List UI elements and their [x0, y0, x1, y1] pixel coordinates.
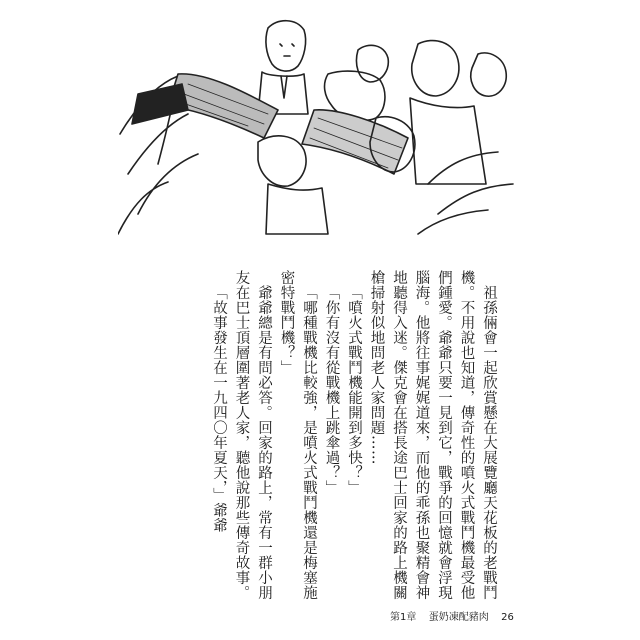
man-head — [266, 21, 306, 71]
foliage-right — [418, 152, 513, 234]
illustration-crowd-with-newspapers — [118, 14, 518, 250]
child-head-front — [258, 136, 306, 186]
dialogue-line: 「哪種戰機比較強，是噴火式戰鬥機還是梅塞施密特戰鬥機？」 — [278, 270, 317, 600]
dialogue-line: 「你有沒有從戰機上跳傘過？」 — [323, 284, 340, 495]
woman-head-back — [357, 45, 389, 82]
page-number: 26 — [501, 612, 514, 623]
body-paragraph: 祖孫倆會一起欣賞懸在大展覽廳天花板的老戰鬥機。不用說也知道，傳奇性的噴火式戰鬥機最受他們鍾愛。爺爺只要一見到它，戰爭的回憶就會浮現腦海。他將往事娓娓道來，而他的乖孫也聚精會神地聽得入迷。傑克會在搭長途巴士回家的路上機關槍掃射似地問老人家問題…… — [368, 270, 497, 600]
person-head-far-right — [471, 53, 506, 96]
foliage-left-lower — [118, 154, 198, 234]
girl-head-right — [412, 41, 459, 96]
body-paragraph: 爺爺總是有問必答。回家的路上，常有一群小朋友在巴士頂層圍著老人家，聽他說那些傳奇故事。 — [233, 270, 272, 600]
newspaper-center — [302, 110, 408, 174]
body-text-vertical — [150, 270, 500, 600]
dialogue-line: 「噴火式戰鬥機能開到多快？」 — [346, 284, 362, 495]
chapter-number: 第1章 — [390, 612, 417, 623]
body-paragraph: 「故事發生在一九四〇年夏天，」爺爺 — [211, 284, 227, 533]
page-footer — [390, 608, 514, 623]
girl-body-right — [410, 98, 486, 184]
child-body-front — [266, 184, 328, 234]
chapter-title: 蛋奶凍配豬肉 — [428, 612, 489, 623]
